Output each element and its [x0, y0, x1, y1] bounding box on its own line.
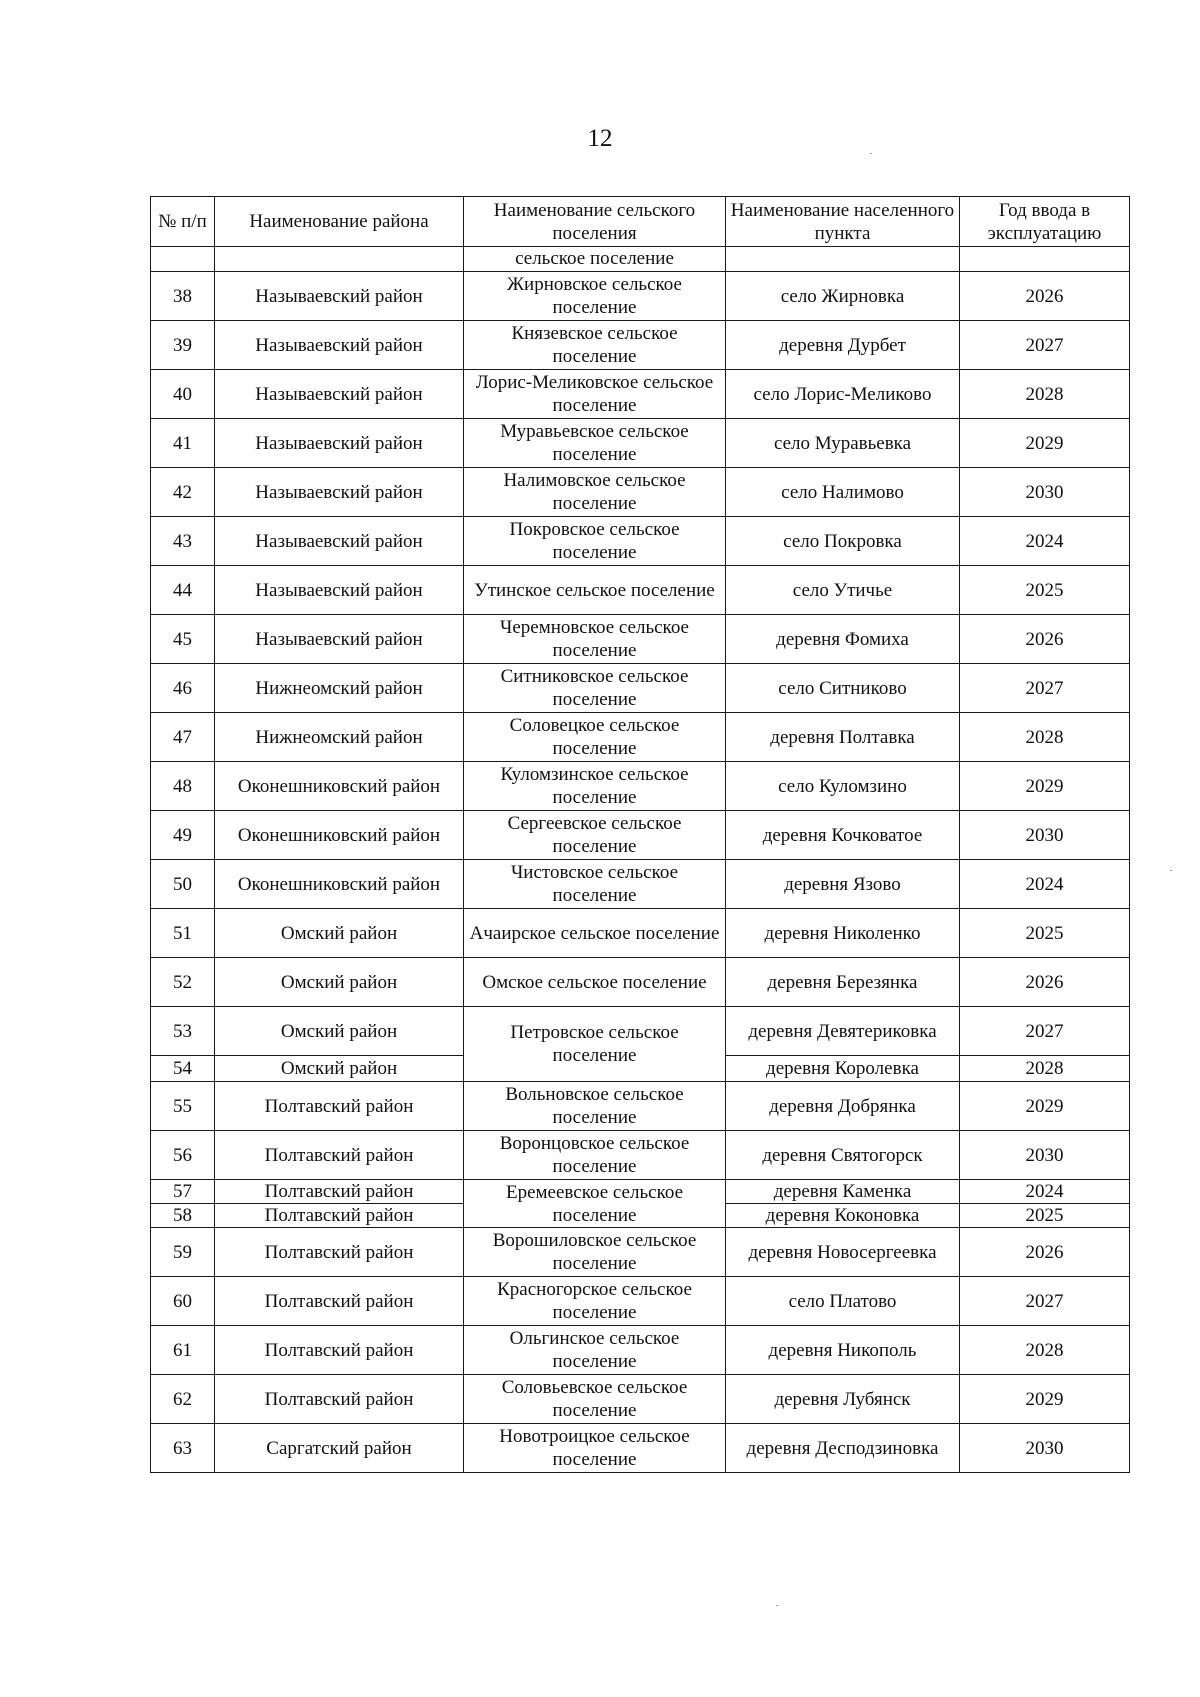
cell-year: 2025 [960, 566, 1130, 615]
cell-district: Нижнеомский район [215, 664, 464, 713]
cell-num: 42 [151, 468, 215, 517]
cell-num: 40 [151, 370, 215, 419]
cell-year: 2029 [960, 1375, 1130, 1424]
cell-num: 48 [151, 762, 215, 811]
cell-locality: село Куломзино [726, 762, 960, 811]
cell-locality: село Лорис-Меликово [726, 370, 960, 419]
cell-locality: деревня Дурбет [726, 321, 960, 370]
cell-settlement: Князевское сельское поселение [464, 321, 726, 370]
table-row [151, 811, 1130, 860]
cell-num [151, 247, 215, 272]
cell-district: Оконешниковский район [215, 811, 464, 860]
cell-settlement: Ачаирское сельское поселение [464, 909, 726, 958]
cell-settlement: Налимовское сельское поселение [464, 468, 726, 517]
cell-num: 55 [151, 1082, 215, 1131]
scan-speck [1170, 870, 1172, 871]
cell-locality: деревня Лубянск [726, 1375, 960, 1424]
cell-num: 43 [151, 517, 215, 566]
cell-year: 2027 [960, 664, 1130, 713]
cell-district: Полтавский район [215, 1228, 464, 1277]
cell-year: 2028 [960, 713, 1130, 762]
header-year: Год ввода в эксплуатацию [960, 197, 1130, 247]
cell-settlement: Ворошиловское сельское поселение [464, 1228, 726, 1277]
table-row [151, 1375, 1130, 1424]
table-row [151, 272, 1130, 321]
table-row [151, 860, 1130, 909]
cell-locality: деревня Полтавка [726, 713, 960, 762]
cell-year: 2025 [960, 909, 1130, 958]
cell-locality: деревня Фомиха [726, 615, 960, 664]
cell-num: 58 [151, 1204, 215, 1228]
cell-district: Полтавский район [215, 1204, 464, 1228]
cell-district: Называевский район [215, 272, 464, 321]
cell-year: 2030 [960, 1131, 1130, 1180]
cell-year: 2028 [960, 370, 1130, 419]
cell-district: Саргатский район [215, 1424, 464, 1473]
cell-num: 47 [151, 713, 215, 762]
cell-year: 2029 [960, 762, 1130, 811]
cell-num: 57 [151, 1180, 215, 1204]
table-row [151, 1180, 1130, 1204]
cell-year: 2028 [960, 1056, 1130, 1082]
cell-year: 2024 [960, 517, 1130, 566]
cell-settlement: Лорис-Меликовское сельское поселение [464, 370, 726, 419]
table-row [151, 1228, 1130, 1277]
cell-settlement: Черемновское сельское поселение [464, 615, 726, 664]
cell-year [960, 247, 1130, 272]
cell-num: 44 [151, 566, 215, 615]
cell-settlement: Петровское сельское поселение [464, 1007, 726, 1082]
cell-num: 41 [151, 419, 215, 468]
scan-speck [776, 1605, 778, 1606]
cell-district: Нижнеомский район [215, 713, 464, 762]
table-row [151, 664, 1130, 713]
table-row [151, 958, 1130, 1007]
cell-locality: село Муравьевка [726, 419, 960, 468]
table-row [151, 713, 1130, 762]
cell-year: 2026 [960, 272, 1130, 321]
cell-settlement: Утинское сельское поселение [464, 566, 726, 615]
cell-settlement: Омское сельское поселение [464, 958, 726, 1007]
table-row [151, 762, 1130, 811]
cell-district: Омский район [215, 909, 464, 958]
table-row [151, 1277, 1130, 1326]
cell-district: Омский район [215, 1007, 464, 1056]
table-row [151, 370, 1130, 419]
settlements-table [150, 196, 1130, 1473]
cell-locality: деревня Коконовка [726, 1204, 960, 1228]
continuation-row [151, 247, 1130, 272]
cell-year: 2025 [960, 1204, 1130, 1228]
cell-locality: деревня Березянка [726, 958, 960, 1007]
cell-num: 63 [151, 1424, 215, 1473]
cell-year: 2027 [960, 321, 1130, 370]
cell-locality: деревня Девятериковка [726, 1007, 960, 1056]
table-row [151, 909, 1130, 958]
cell-year: 2030 [960, 468, 1130, 517]
cell-settlement: Воронцовское сельское поселение [464, 1131, 726, 1180]
cell-district [215, 247, 464, 272]
cell-locality: деревня Королевка [726, 1056, 960, 1082]
cell-settlement: Новотроицкое сельское поселение [464, 1424, 726, 1473]
table-row [151, 1082, 1130, 1131]
cell-settlement: Покровское сельское поселение [464, 517, 726, 566]
cell-num: 50 [151, 860, 215, 909]
cell-district: Полтавский район [215, 1180, 464, 1204]
cell-district: Полтавский район [215, 1131, 464, 1180]
cell-settlement: Ситниковское сельское поселение [464, 664, 726, 713]
cell-num: 46 [151, 664, 215, 713]
cell-district: Полтавский район [215, 1375, 464, 1424]
cell-num: 54 [151, 1056, 215, 1082]
table-body [151, 247, 1130, 1473]
cell-num: 52 [151, 958, 215, 1007]
cell-district: Называевский район [215, 321, 464, 370]
cell-num: 45 [151, 615, 215, 664]
cell-num: 60 [151, 1277, 215, 1326]
table-header [151, 197, 1130, 247]
cell-locality: село Платово [726, 1277, 960, 1326]
table-row [151, 321, 1130, 370]
cell-locality: деревня Святогорск [726, 1131, 960, 1180]
cell-district: Полтавский район [215, 1326, 464, 1375]
cell-district: Называевский район [215, 615, 464, 664]
cell-locality: село Покровка [726, 517, 960, 566]
cell-year: 2026 [960, 958, 1130, 1007]
cell-locality: деревня Никополь [726, 1326, 960, 1375]
cell-locality: деревня Каменка [726, 1180, 960, 1204]
cell-settlement: Вольновское сельское поселение [464, 1082, 726, 1131]
table-row [151, 1424, 1130, 1473]
cell-settlement: Чистовское сельское поселение [464, 860, 726, 909]
cell-locality: деревня Кочковатое [726, 811, 960, 860]
cell-year: 2030 [960, 1424, 1130, 1473]
header-district: Наименование района [215, 197, 464, 247]
cell-num: 59 [151, 1228, 215, 1277]
cell-locality: деревня Николенко [726, 909, 960, 958]
cell-district: Омский район [215, 1056, 464, 1082]
table-row [151, 1131, 1130, 1180]
cell-district: Называевский район [215, 419, 464, 468]
cell-num: 38 [151, 272, 215, 321]
cell-locality: село Налимово [726, 468, 960, 517]
cell-district: Называевский район [215, 566, 464, 615]
cell-settlement: Куломзинское сельское поселение [464, 762, 726, 811]
cell-year: 2026 [960, 615, 1130, 664]
cell-num: 61 [151, 1326, 215, 1375]
cell-year: 2027 [960, 1007, 1130, 1056]
cell-locality: деревня Добрянка [726, 1082, 960, 1131]
cell-district: Называевский район [215, 468, 464, 517]
cell-locality: село Ситниково [726, 664, 960, 713]
cell-settlement: Соловецкое сельское поселение [464, 713, 726, 762]
cell-settlement: Сергеевское сельское поселение [464, 811, 726, 860]
cell-year: 2027 [960, 1277, 1130, 1326]
cell-district: Оконешниковский район [215, 762, 464, 811]
cell-num: 39 [151, 321, 215, 370]
cell-locality: село Жирновка [726, 272, 960, 321]
table-row [151, 468, 1130, 517]
header-locality: Наименование населенного пункта [726, 197, 960, 247]
cell-district: Полтавский район [215, 1277, 464, 1326]
cell-settlement: Красногорское сельское поселение [464, 1277, 726, 1326]
cell-district: Оконешниковский район [215, 860, 464, 909]
cell-year: 2026 [960, 1228, 1130, 1277]
table-row [151, 1326, 1130, 1375]
header-settlement: Наименование сельского поселения [464, 197, 726, 247]
cell-num: 62 [151, 1375, 215, 1424]
cell-district: Называевский район [215, 517, 464, 566]
scan-speck [870, 153, 872, 154]
cell-settlement: Муравьевское сельское поселение [464, 419, 726, 468]
table-row [151, 1007, 1130, 1056]
cell-num: 49 [151, 811, 215, 860]
cell-year: 2024 [960, 860, 1130, 909]
cell-settlement: Жирновское сельское поселение [464, 272, 726, 321]
table-row [151, 566, 1130, 615]
cell-locality: деревня Новосергеевка [726, 1228, 960, 1277]
table-row [151, 419, 1130, 468]
cell-locality [726, 247, 960, 272]
cell-year: 2028 [960, 1326, 1130, 1375]
cell-year: 2030 [960, 811, 1130, 860]
table-row [151, 517, 1130, 566]
table-row [151, 615, 1130, 664]
cell-year: 2029 [960, 419, 1130, 468]
cell-locality: деревня Язово [726, 860, 960, 909]
page-number: 12 [587, 125, 613, 152]
cell-settlement: сельское поселение [464, 247, 726, 272]
cell-locality: деревня Десподзиновка [726, 1424, 960, 1473]
cell-locality: село Утичье [726, 566, 960, 615]
cell-num: 51 [151, 909, 215, 958]
cell-year: 2029 [960, 1082, 1130, 1131]
cell-district: Называевский район [215, 370, 464, 419]
cell-district: Полтавский район [215, 1082, 464, 1131]
cell-settlement: Ольгинское сельское поселение [464, 1326, 726, 1375]
cell-num: 53 [151, 1007, 215, 1056]
cell-settlement: Соловьевское сельское поселение [464, 1375, 726, 1424]
cell-settlement: Еремеевское сельское поселение [464, 1180, 726, 1228]
cell-num: 56 [151, 1131, 215, 1180]
cell-district: Омский район [215, 958, 464, 1007]
cell-year: 2024 [960, 1180, 1130, 1204]
header-num: № п/п [151, 197, 215, 247]
